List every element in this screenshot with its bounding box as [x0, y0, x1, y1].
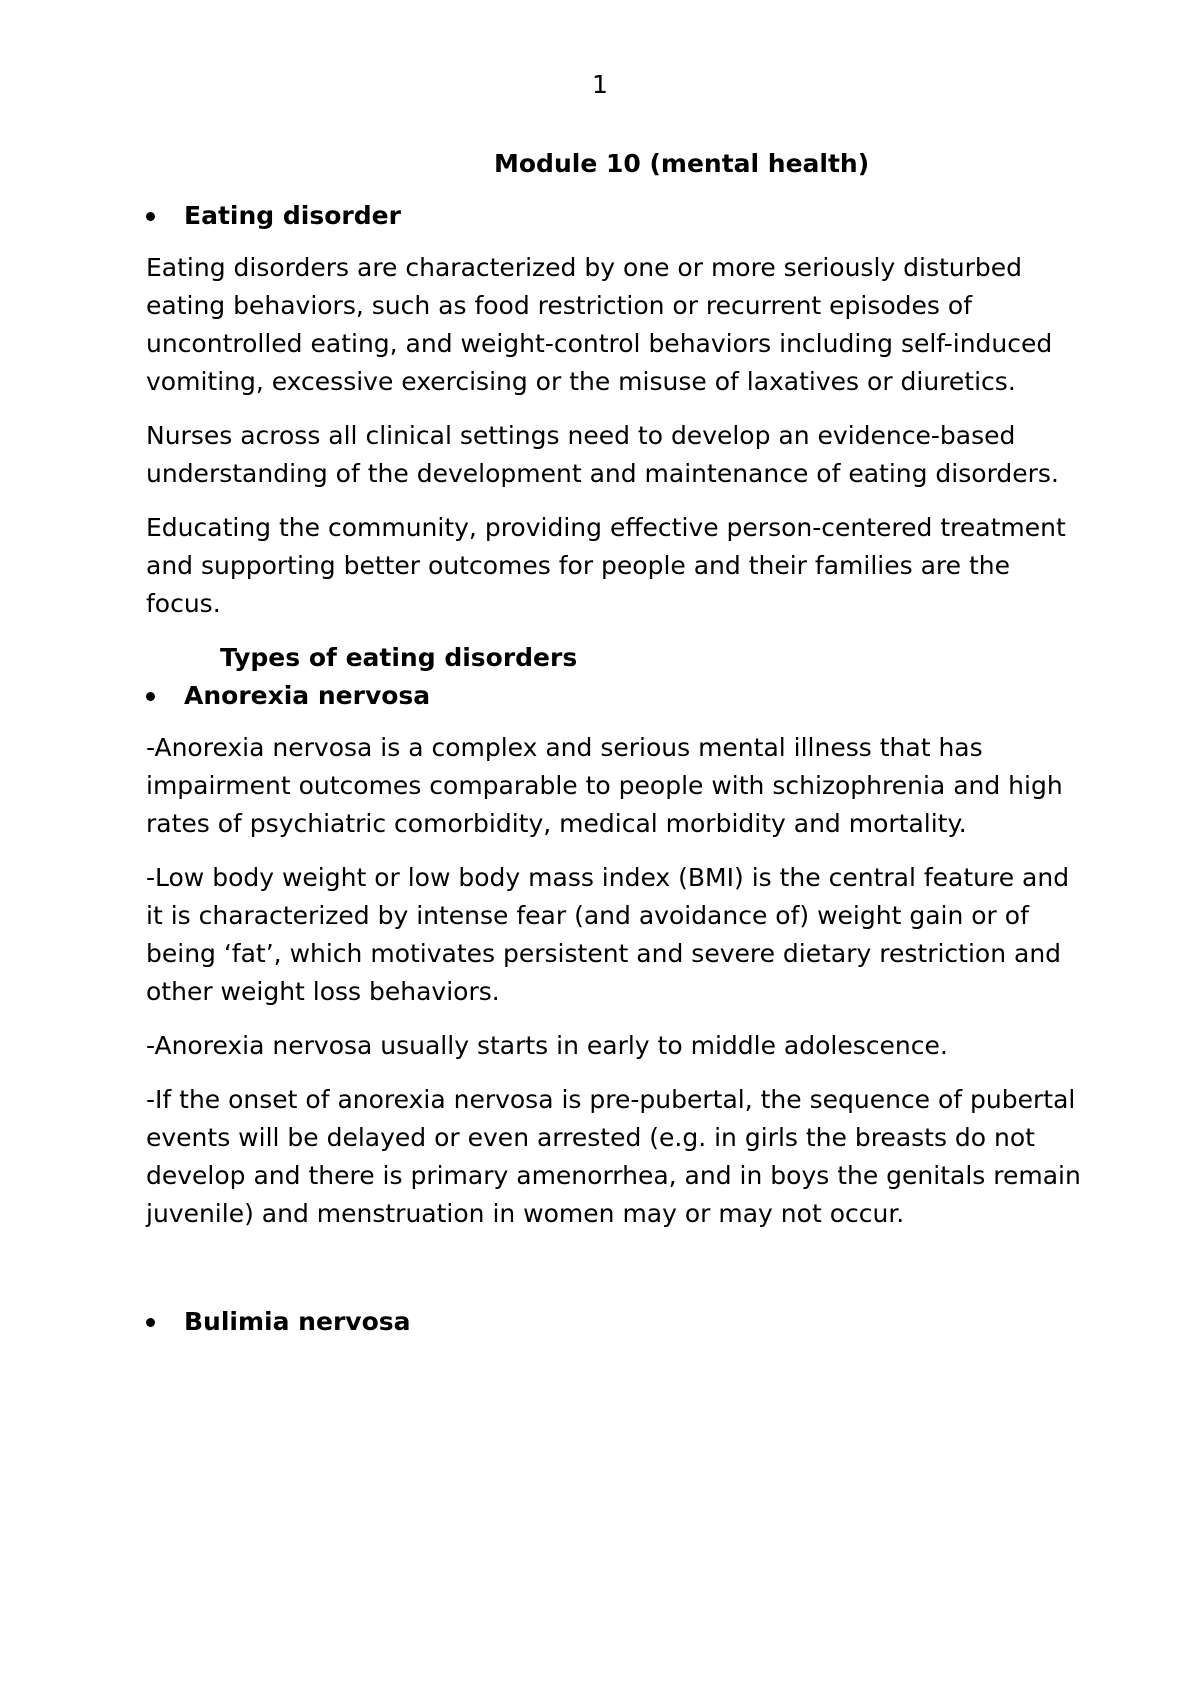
anorexia-paragraph-2: -Low body weight or low body mass index (BMI) is the central feature and it is characterized by intense fear (and avoidance of) weight gain or of being ‘fat’, which motivates persistent and severe dietary restriction and other weight loss behaviors.: [146, 863, 1070, 1006]
page-number: 1: [592, 70, 608, 99]
bullet-icon: [146, 1318, 155, 1327]
bullet-icon: [146, 212, 155, 221]
eating-disorder-heading-text: Eating disorder: [184, 201, 401, 230]
anorexia-paragraph-4: -If the onset of anorexia nervosa is pre-pubertal, the sequence of pubertal events will be delayed or even arrested (e.g. in girls the breasts do not develop and there is primary amenorrhea, and in boys the genitals remain juvenile) and menstruation in women may or may not occur.: [146, 1085, 1081, 1228]
eating-disorder-paragraph-1: Eating disorders are characterized by one or more seriously disturbed eating behaviors, such as food restriction or recurrent episodes of uncontrolled eating, and weight-control behaviors including self-induced vomiting, excessive exercising or the misuse of laxatives or diuretics.: [146, 253, 1053, 396]
section-spacer: [146, 1249, 1086, 1303]
anorexia-paragraph-3: -Anorexia nervosa usually starts in early to middle adolescence.: [146, 1031, 948, 1060]
bulimia-heading: [146, 1303, 1086, 1341]
anorexia-paragraph-1: -Anorexia nervosa is a complex and serious mental illness that has impairment outcomes comparable to people with schizophrenia and high rates of psychiatric comorbidity, medical morbidity and mortality.: [146, 733, 1063, 838]
eating-disorder-paragraph-3: Educating the community, providing effective person-centered treatment and supporting better outcomes for people and their families are the focus.: [146, 513, 1066, 618]
bulimia-heading-text: Bulimia nervosa: [184, 1307, 411, 1336]
types-heading: Types of eating disorders: [220, 643, 578, 672]
bullet-icon: [146, 692, 155, 701]
anorexia-heading: [146, 677, 1086, 715]
page-content: [146, 145, 1086, 1355]
page-title: Module 10 (mental health): [494, 149, 870, 178]
eating-disorder-heading: [146, 197, 1086, 235]
anorexia-heading-text: Anorexia nervosa: [184, 681, 431, 710]
eating-disorder-paragraph-2: Nurses across all clinical settings need to develop an evidence-based understanding of the development and maintenance of eating disorders.: [146, 421, 1059, 488]
